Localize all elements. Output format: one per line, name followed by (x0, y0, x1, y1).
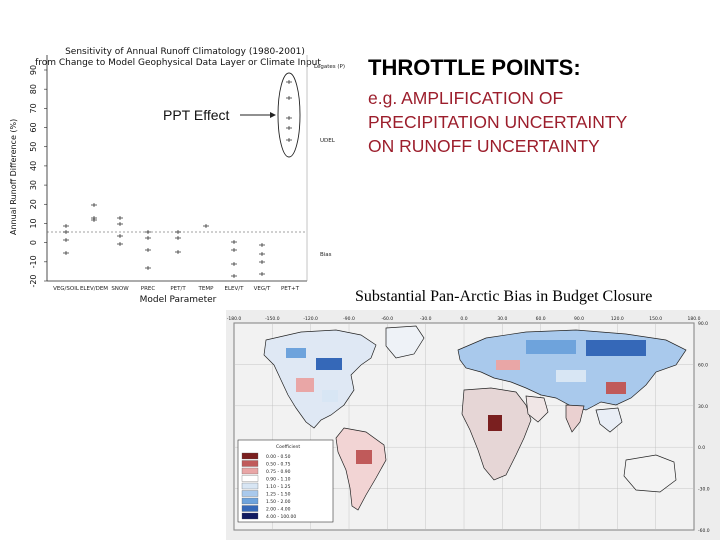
patch-siberia-west (526, 340, 576, 354)
map-lon-label: 0.0 (460, 317, 468, 322)
x-tick-label: VEG/T (253, 286, 271, 292)
sensitivity-chart (0, 40, 350, 310)
map-lon-label: -60.0 (381, 317, 394, 322)
chart-title-line2: from Change to Model Geophysical Data Layer or Climate Input (35, 58, 321, 68)
y-tick-label: 70 (29, 103, 38, 114)
x-tick-label: SNOW (111, 286, 129, 292)
map-lon-label: -30.0 (419, 317, 432, 322)
x-tick-label: ELEV/DEM (79, 286, 109, 292)
legend-range-label: 2.00 - 4.00 (266, 507, 291, 513)
map-lon-label: 150.0 (649, 317, 663, 322)
x-tick-label: PET/T (170, 286, 186, 292)
patch-africa (488, 415, 502, 431)
y-tick-label: 80 (29, 84, 38, 95)
map-lat-label: 60.0 (698, 363, 709, 369)
throttle-line-2: PRECIPITATION UNCERTAINTY (368, 112, 628, 132)
legend-rows (242, 453, 296, 520)
map-lon-label: 30.0 (497, 317, 508, 322)
chart-x-ticks (53, 286, 300, 292)
y-tick-label: 90 (29, 64, 38, 76)
map-lon-label: 120.0 (610, 317, 624, 322)
map-right-ticks (698, 321, 710, 534)
legend-swatch (242, 453, 258, 459)
ppt-highlight-ellipse (278, 73, 300, 157)
map-lon-label: 60.0 (535, 317, 546, 322)
legend-swatch (242, 483, 258, 489)
y-tick-label: -20 (29, 274, 38, 288)
y-tick-label: 10 (29, 218, 38, 229)
legend-range-label: 0.90 - 1.10 (266, 477, 291, 483)
patch-east-asia (606, 382, 626, 394)
y-tick-label: 60 (29, 122, 38, 133)
map-lat-label: 30.0 (698, 404, 709, 410)
x-tick-label: ELEV/T (224, 286, 244, 292)
patch-south-america (356, 450, 372, 464)
chart-y-ticks (29, 65, 47, 288)
chart-title-line1: Sensitivity of Annual Runoff Climatology (1980-2001) (65, 47, 305, 57)
patch-siberia-east (586, 340, 646, 356)
legend-range-label: 1.10 - 1.25 (266, 485, 291, 490)
legend-range-label: 1.50 - 2.00 (266, 500, 291, 505)
y-tick-label: 20 (29, 199, 38, 210)
legend-range-label: 0.75 - 0.90 (266, 470, 291, 475)
patch-central-asia (556, 370, 586, 382)
map-lat-label: 90.0 (698, 322, 709, 327)
patch-us-east (322, 390, 338, 402)
map-lon-label: -90.0 (343, 317, 355, 322)
legend-title: Coefficient (276, 445, 301, 450)
coefficient-legend (238, 440, 333, 522)
y-tick-label: -10 (29, 255, 38, 269)
map-top-ticks (227, 316, 701, 322)
y-tick-label: 0 (29, 240, 38, 246)
legend-range-label: 1.25 - 1.50 (266, 492, 291, 498)
x-tick-label: VEG/SOIL (53, 286, 79, 292)
patch-us-west (296, 378, 314, 392)
x-tick-label: TEMP (198, 286, 214, 292)
map-lon-label: -180.0 (226, 317, 242, 322)
chart-x-axis-label: Model Parameter (139, 295, 217, 305)
map-lon-label: -150.0 (265, 317, 280, 322)
y-tick-label: 40 (29, 160, 38, 172)
throttle-line-3: ON RUNOFF UNCERTAINTY (368, 136, 600, 156)
patch-europe (496, 360, 520, 370)
legend-range-label: 0.00 - 0.50 (266, 455, 291, 460)
legend-range-label: 4.00 - 100.00 (266, 515, 297, 520)
patch-canada-east (316, 358, 342, 370)
legend-swatch (242, 498, 258, 504)
legend-swatch (242, 468, 258, 474)
map-lat-label: -30.0 (698, 487, 710, 493)
legend-swatch (242, 461, 258, 467)
ppt-effect-label: PPT Effect (163, 107, 230, 123)
bias-caption: Substantial Pan-Arctic Bias in Budget Closure (355, 288, 653, 305)
chart-y-axis-label: Annual Runoff Difference (%) (9, 118, 18, 235)
right-label-udel: UDEL (320, 138, 335, 144)
y-tick-label: 30 (29, 179, 38, 191)
world-map (226, 310, 720, 540)
throttle-body (368, 86, 713, 158)
map-lon-label: -120.0 (303, 317, 318, 322)
throttle-line-1: e.g. AMPLIFICATION OF (368, 88, 564, 108)
right-label-legates: Legates (P) (314, 64, 345, 70)
legend-swatch (242, 476, 258, 482)
x-tick-label: PET+T (280, 286, 300, 292)
throttle-title: THROTTLE POINTS: (368, 55, 581, 80)
ppt-arrow-head (270, 112, 276, 118)
legend-swatch (242, 513, 258, 519)
legend-range-label: 0.50 - 0.75 (266, 462, 291, 468)
map-lat-label: -60.0 (698, 529, 710, 534)
map-lon-label: 90.0 (573, 317, 585, 322)
patch-canada-west (286, 348, 306, 358)
pan-arctic-bias-map (226, 310, 720, 540)
map-lat-label: 0.0 (698, 446, 706, 452)
x-tick-label: PREC (140, 286, 156, 292)
right-label-bias: Bias (320, 252, 332, 258)
y-tick-label: 50 (29, 141, 38, 152)
legend-swatch (242, 491, 258, 497)
legend-swatch (242, 506, 258, 512)
map-lon-label: 180.0 (687, 317, 701, 322)
